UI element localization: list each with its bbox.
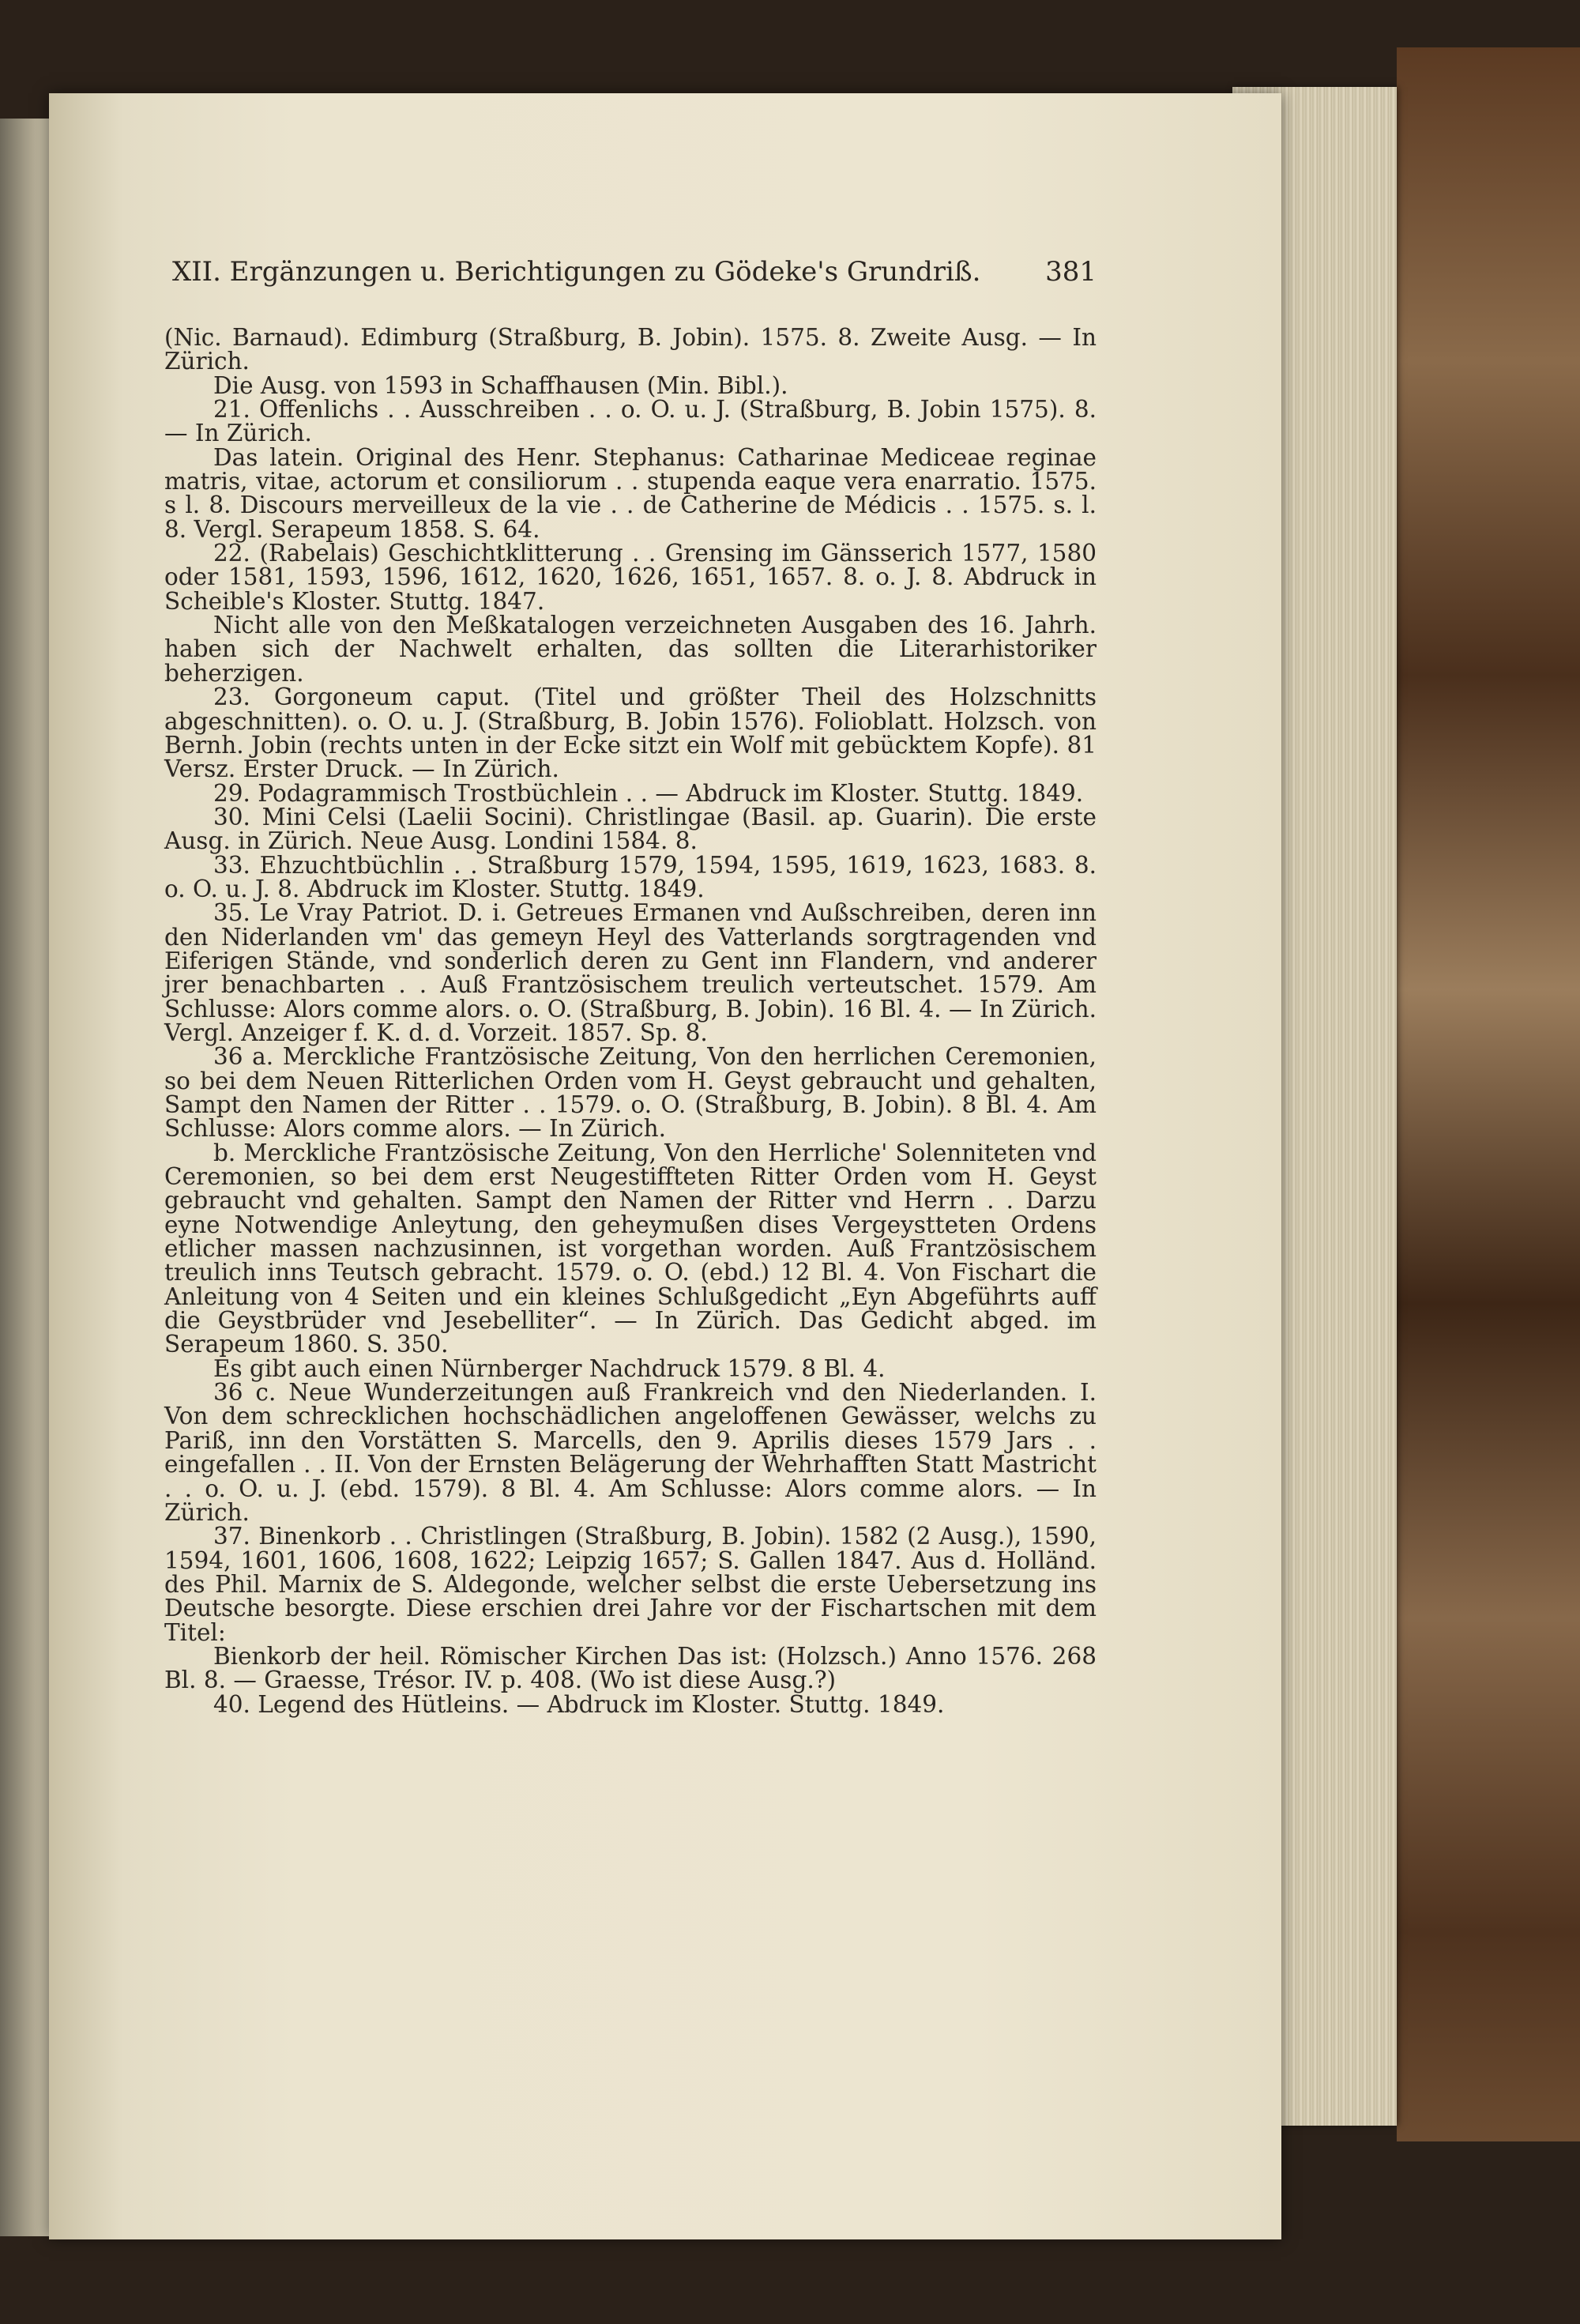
book-cover — [1397, 47, 1580, 2141]
paragraph: 37. Binenkorb . . Christlingen (Straßburg, B. Jobin). 1582 (2 Ausg.), 1590, 1594, 1601, 1606, 1608, 1622; Leipzig 1657; S. Gallen 1847. Aus d. Holländ. des Phil. Marnix de S. Aldegonde, welcher selbst die erste Uebersetzung ins Deutsche besorgte. Diese erschien drei Jahre vor der Fischartschen mit dem Titel: — [164, 1523, 1097, 1646]
paragraph: (Nic. Barnaud). Edimburg (Straßburg, B. Jobin). 1575. 8. Zweite Ausg. — In Zürich. — [164, 324, 1097, 375]
page-number: 381 — [1045, 256, 1097, 288]
paragraph: 29. Podagrammisch Trostbüchlein . . — Abdruck im Kloster. Stuttg. 1849. — [213, 779, 1084, 807]
paragraph: b. Merckliche Frantzösische Zeitung, Von den Herrliche' Solenniteten vnd Ceremonien, so bei dem erst Neugestiffteten Ritter Orden vom H. Geyst gebraucht vnd gehalten. Sampt den Namen der Ritter vnd Herrn . . Darzu eyne Notwendige Anleytung, den geheymußen dises Vergeystteten Ordens etlicher massen nachzusinnen, ist vorgethan worden. Auß Frantzösischem treulich inns Teutsch gebracht. 1579. o. O. (ebd.) 12 Bl. 4. Von Fischart die Anleitung von 4 Seiten und ein kleines Schlußgedicht „Eyn Abgeführts auff die Geystbrüder vnd Jesebelliter“. — In Zürich. Das Gedicht abged. im Serapeum 1860. S. 350. — [164, 1139, 1097, 1358]
paragraph: 30. Mini Celsi (Laelii Socini). Christlingae (Basil. ap. Guarin). Die erste Ausg. in Zürich. Neue Ausg. Londini 1584. 8. — [164, 803, 1097, 855]
running-header — [172, 251, 1097, 296]
paragraph: 36 c. Neue Wunderzeitungen auß Frankreich vnd den Niederlanden. I. Von dem schrecklichen hochschädlichen angeloffenen Gewässer, welchs zu Pariß, inn den Vorstätten S. Marcells, den 9. Aprilis dieses 1579 Jars . . eingefallen . . II. Von der Ernsten Belägerung der Wehrhafften Statt Mastricht . . o. O. u. J. (ebd. 1579). 8 Bl. 4. Am Schlusse: Alors comme alors. — In Zürich. — [164, 1379, 1097, 1526]
paragraph: 40. Legend des Hütleins. — Abdruck im Kloster. Stuttg. 1849. — [213, 1690, 945, 1718]
paragraph: 33. Ehzuchtbüchlin . . Straßburg 1579, 1594, 1595, 1619, 1623, 1683. 8. o. O. u. J. 8. Abdruck im Kloster. Stuttg. 1849. — [164, 851, 1097, 902]
paragraph: 36 a. Merckliche Frantzösische Zeitung, Von den herrlichen Ceremonien, so bei dem Neuen Ritterlichen Orden vom H. Geyst gebraucht und gehalten, Sampt den Namen der Ritter . . 1579. o. O. (Straßburg, B. Jobin). 8 Bl. 4. Am Schlusse: Alors comme alors. — In Zürich. — [164, 1043, 1097, 1143]
paragraph: 22. (Rabelais) Geschichtklitterung . . Grensing im Gänsserich 1577, 1580 oder 1581, 1593, 1596, 1612, 1620, 1626, 1651, 1657. 8. o. J. 8. Abdruck in Scheible's Kloster. Stuttg. 1847. — [164, 540, 1097, 615]
running-title: XII. Ergänzungen u. Berichtigungen zu Gödeke's Grundriß. — [172, 256, 981, 288]
paragraph: 23. Gorgoneum caput. (Titel und größter Theil des Holzschnitts abgeschnitten). o. O. u. J. (Straßburg, B. Jobin 1576). Folioblatt. Holzsch. von Bernh. Jobin (rechts unten in der Ecke sitzt ein Wolf mit gebücktem Kopfe). 81 Versz. Erster Druck. — In Zürich. — [164, 684, 1097, 783]
body-text — [164, 326, 1097, 1716]
paragraph: Das latein. Original des Henr. Stephanus: Catharinae Mediceae reginae matris, vitae, actorum et consiliorum . . stupenda eaque vera enarratio. 1575. s l. 8. Discours merveilleux de la vie . . de Catherine de Médicis . . 1575. s. l. 8. Vergl. Serapeum 1858. S. 64. — [164, 443, 1097, 543]
paragraph: Es gibt auch einen Nürnberger Nachdruck 1579. 8 Bl. 4. — [213, 1354, 886, 1382]
paragraph: Bienkorb der heil. Römischer Kirchen Das ist: (Holzsch.) Anno 1576. 268 Bl. 8. — Graesse, Trésor. IV. p. 408. (Wo ist diese Ausg.?) — [164, 1642, 1097, 1694]
paragraph: Die Ausg. von 1593 in Schaffhausen (Min. Bibl.). — [213, 371, 788, 399]
paragraph: Nicht alle von den Meßkatalogen verzeichneten Ausgaben des 16. Jahrh. haben sich der Nachwelt erhalten, das sollten die Literarhistoriker beherzigen. — [164, 612, 1097, 687]
paragraph: 35. Le Vray Patriot. D. i. Getreues Ermanen vnd Außschreiben, deren inn den Niderlanden vm' das gemeyn Heyl des Vatterlands sorgtragenden vnd Eiferigen Stände, vnd sonderlich deren zu Gent inn Flandern, vnd anderer jrer benachbarten . . Auß Frantzösischem treulich verteutschet. 1579. Am Schlusse: Alors comme alors. o. O. (Straßburg, B. Jobin). 16 Bl. 4. — In Zürich. Vergl. Anzeiger f. K. d. d. Vorzeit. 1857. Sp. 8. — [164, 899, 1097, 1046]
paragraph: 21. Offenlichs . . Ausschreiben . . o. O. u. J. (Straßburg, B. Jobin 1575). 8. — In Zürich. — [164, 396, 1097, 447]
